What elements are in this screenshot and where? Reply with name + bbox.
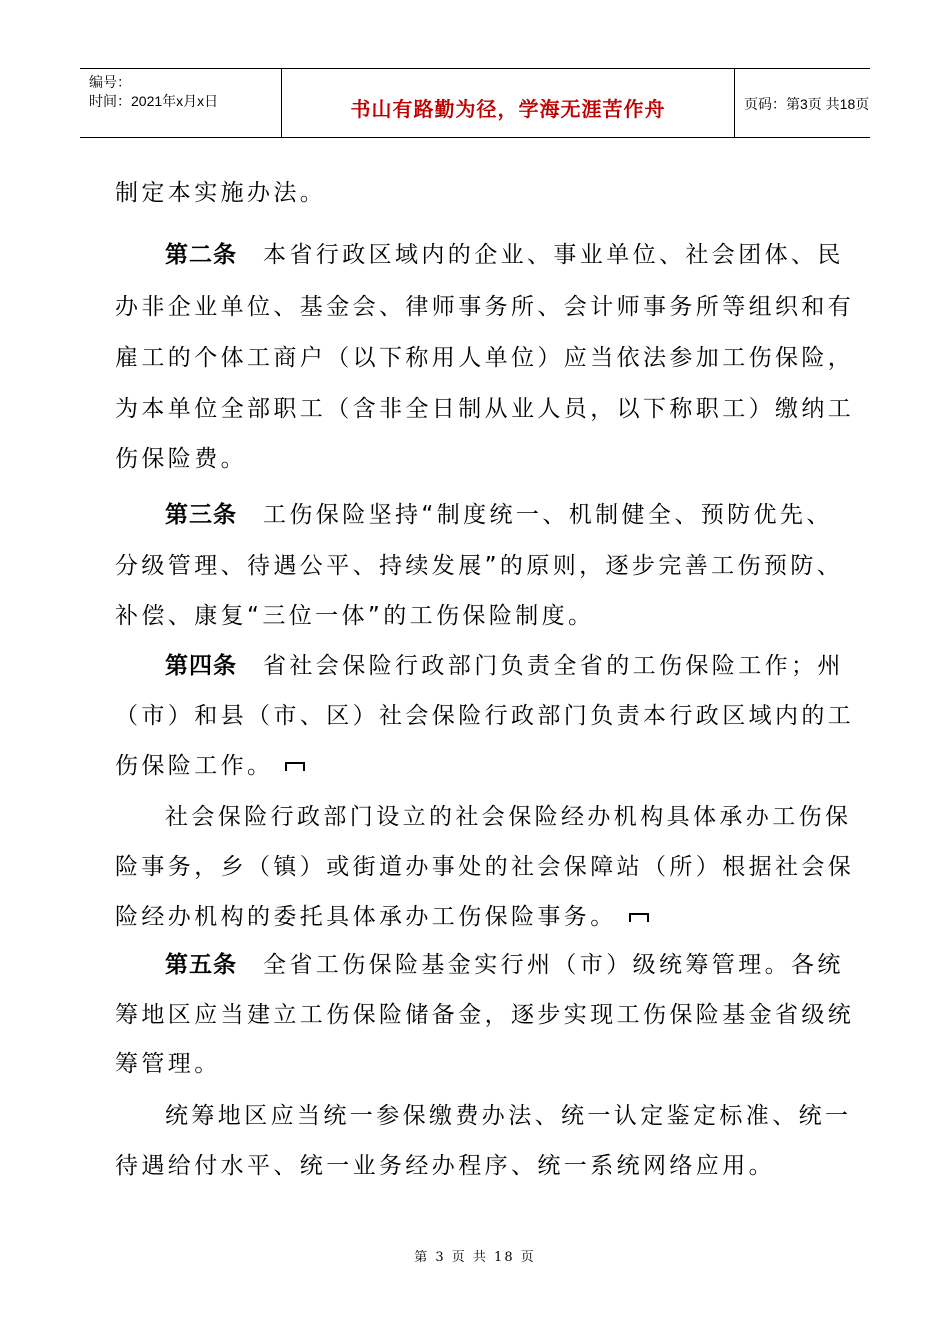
header-page-cell	[734, 69, 870, 137]
body-line: 社会保险行政部门设立的社会保险经办机构具体承办工伤保	[165, 804, 852, 830]
body-line: 险事务，乡（镇）或街道办事处的社会保障站（所）根据社会保	[115, 854, 855, 880]
header-page-code: 页码：第3页 共18页	[744, 96, 870, 112]
article-5-title: 第五条	[165, 952, 237, 978]
body-line: 为本单位全部职工（含非全日制从业人员，以下称职工）缴纳工	[115, 396, 855, 422]
article-4-line-3: 伤保险工作。	[115, 753, 274, 779]
body-line: 筹管理。	[115, 1051, 221, 1077]
body-line: 雇工的个体工商户（以下称用人单位）应当依法参加工伤保险，	[115, 345, 855, 371]
page-footer: 第 3 页 共 18 页	[414, 1250, 536, 1265]
header-meta-cell	[80, 69, 281, 137]
article-4-p2-line-3: 险经办机构的委托具体承办工伤保险事务。	[115, 904, 617, 930]
article-5-line	[165, 946, 844, 979]
body-line: 伤保险费。	[115, 446, 247, 472]
paragraph-mark-icon	[629, 913, 649, 922]
article-4-title: 第四条	[165, 653, 237, 679]
body-line: 补偿、康复“三位一体”的工伤保险制度。	[115, 603, 595, 629]
article-3-line	[165, 496, 833, 529]
body-line: （市）和县（市、区）社会保险行政部门负责本行政区域内的工	[115, 703, 855, 729]
header-motto-cell	[281, 69, 735, 137]
page-header	[80, 68, 870, 138]
article-2-title: 第二条	[165, 242, 237, 268]
article-4-text: 省社会保险行政部门负责全省的工伤保险工作；州	[263, 653, 844, 679]
body-line: 制定本实施办法。	[115, 180, 327, 206]
article-3-text: 工伤保险坚持“制度统一、机制健全、预防优先、	[263, 502, 833, 528]
body-line: 筹地区应当建立工伤保险储备金，逐步实现工伤保险基金省级统	[115, 1002, 855, 1028]
article-4-line	[165, 647, 844, 680]
body-line: 办非企业单位、基金会、律师事务所、会计师事务所等组织和有	[115, 294, 855, 320]
document-date-label: 时间：2021年x月x日	[89, 93, 219, 109]
article-2-line	[165, 236, 844, 269]
article-2-text: 本省行政区域内的企业、事业单位、社会团体、民	[263, 242, 844, 268]
body-line	[115, 898, 649, 931]
body-line: 分级管理、待遇公平、持续发展”的原则，逐步完善工伤预防、	[115, 553, 844, 579]
body-line	[115, 747, 305, 780]
body-line: 统筹地区应当统一参保缴费办法、统一认定鉴定标准、统一	[165, 1103, 852, 1129]
article-3-title: 第三条	[165, 502, 237, 528]
header-motto: 书山有路勤为径，学海无涯苦作舟	[350, 97, 666, 121]
document-number-label: 编号：	[89, 74, 131, 90]
paragraph-mark-icon	[285, 762, 305, 771]
article-5-text: 全省工伤保险基金实行州（市）级统筹管理。各统	[263, 952, 844, 978]
body-line: 待遇给付水平、统一业务经办程序、统一系统网络应用。	[115, 1153, 775, 1179]
